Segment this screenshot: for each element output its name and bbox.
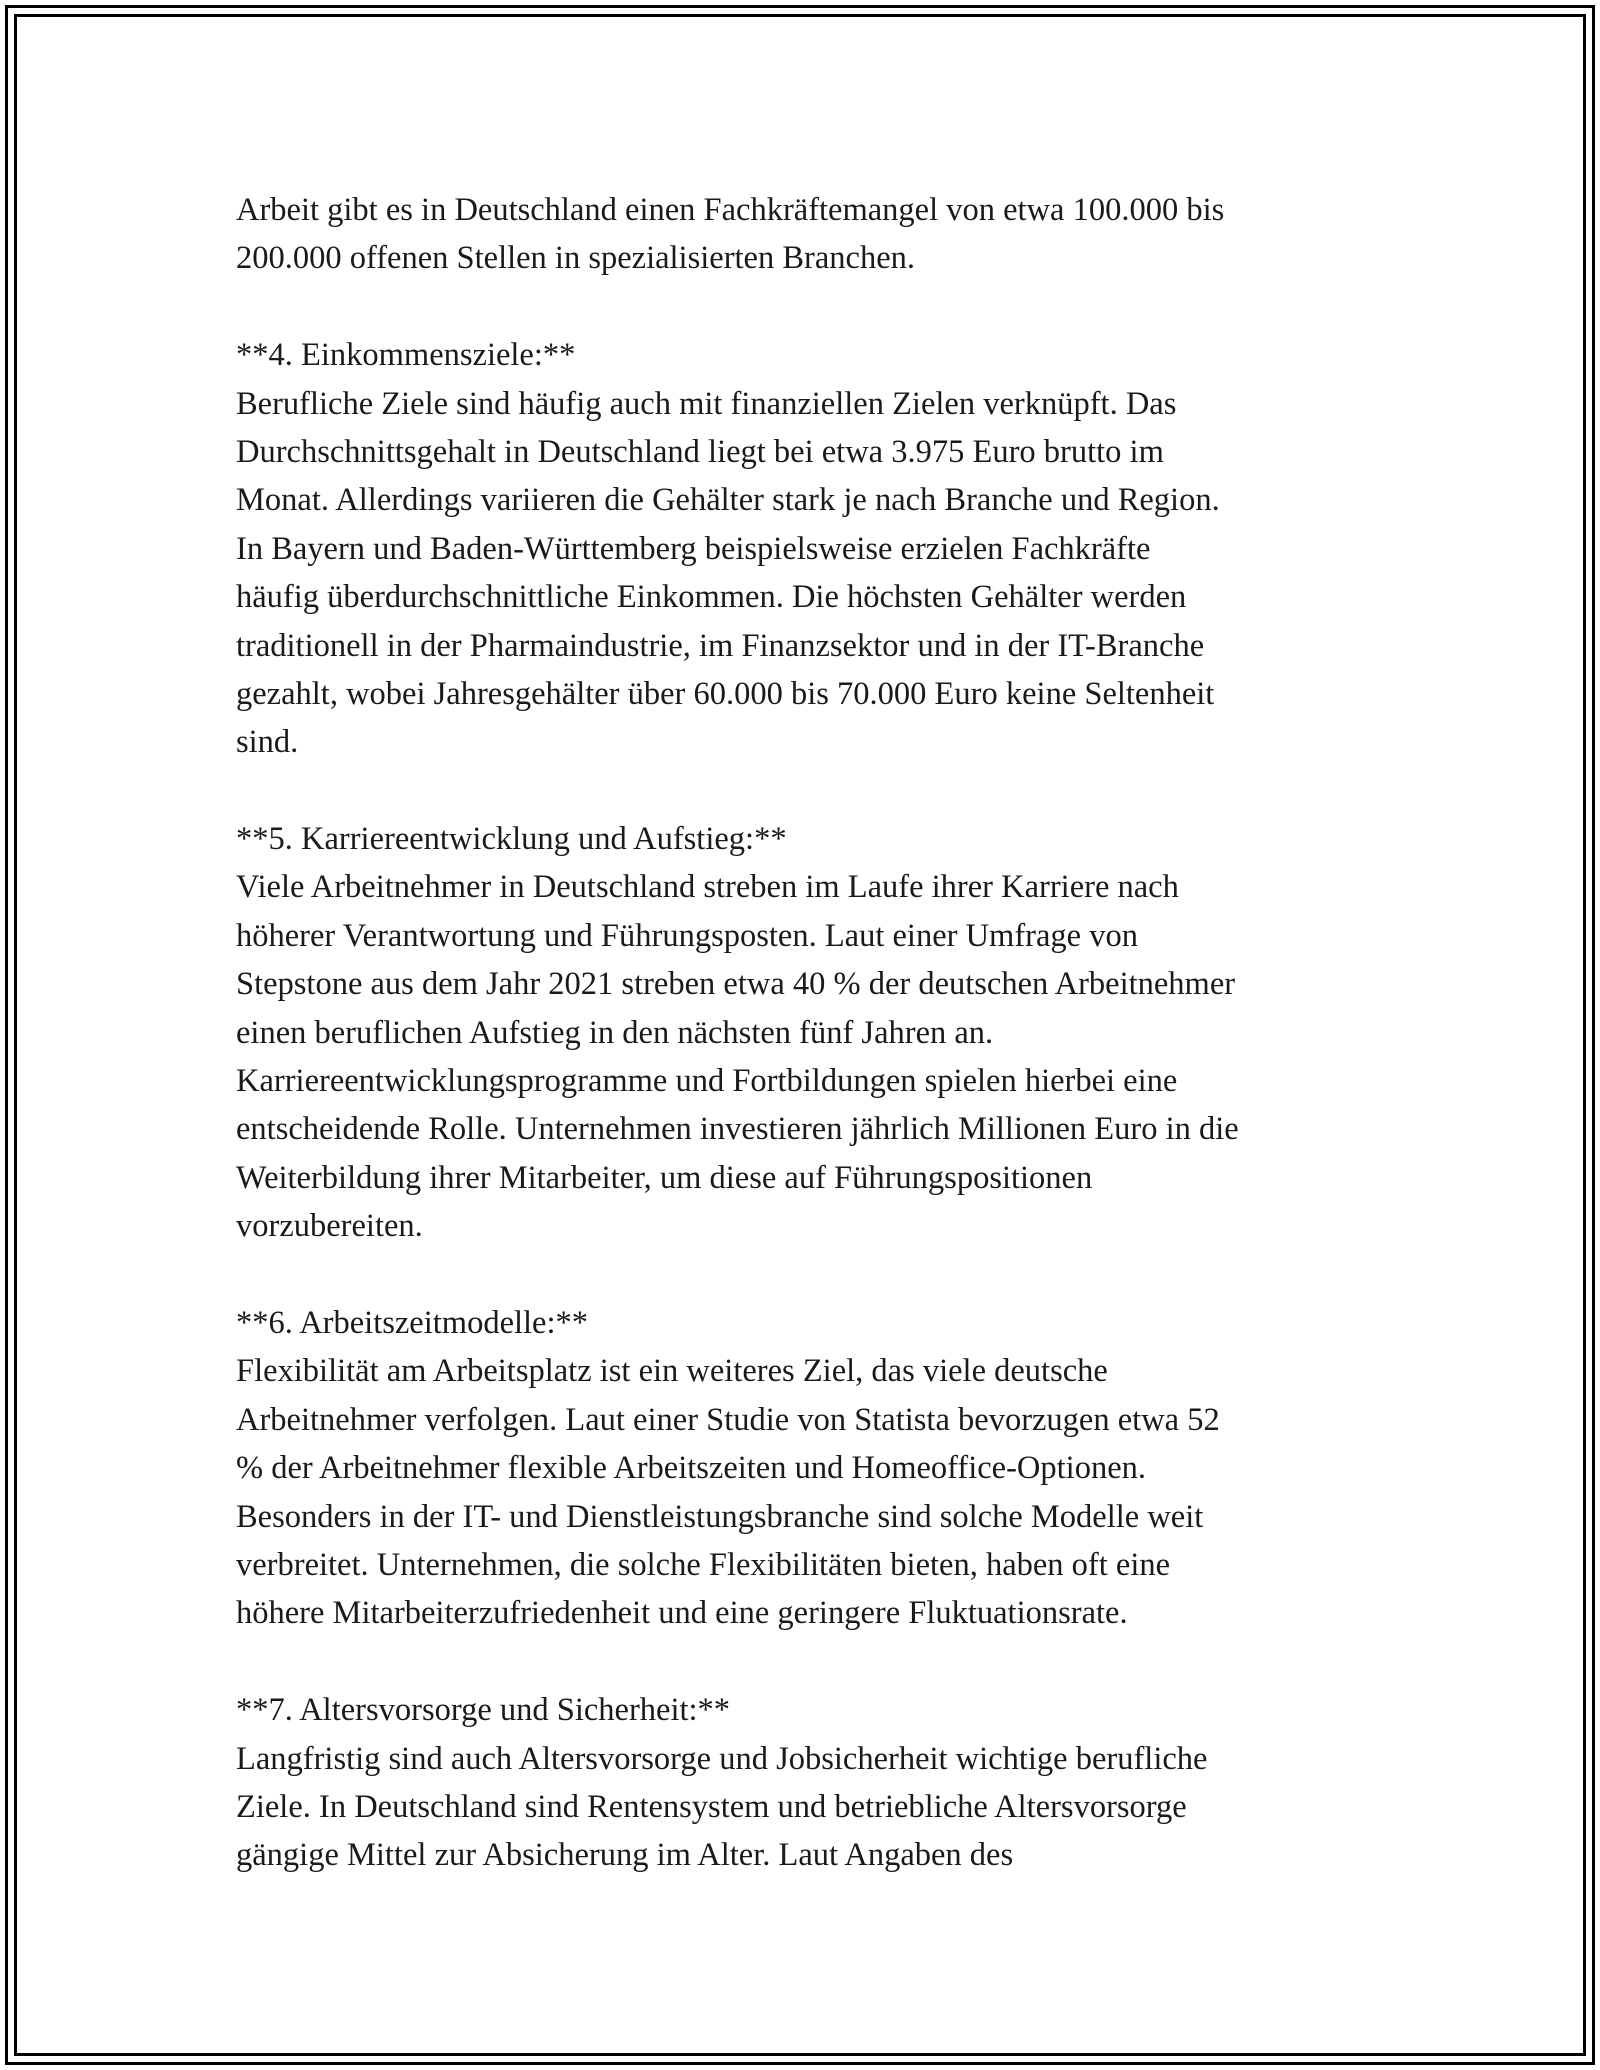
section-heading: **7. Altersvorsorge und Sicherheit:** bbox=[236, 1692, 731, 1729]
text-line: Stepstone aus dem Jahr 2021 streben etwa 40 % der deutschen Arbeitnehmer bbox=[236, 966, 1236, 1003]
text-line: Arbeit gibt es in Deutschland einen Fachkräftemangel von etwa 100.000 bis bbox=[236, 192, 1225, 228]
paragraph-gap bbox=[236, 1251, 1396, 1299]
text-line: entscheidende Rolle. Unternehmen investieren jährlich Millionen Euro in die bbox=[236, 1111, 1239, 1148]
text-line: einen beruflichen Aufstieg in den nächsten fünf Jahren an. bbox=[236, 1014, 994, 1051]
text-line: 200.000 offenen Stellen in spezialisierten Branchen. bbox=[236, 240, 915, 277]
section-arbeitszeitmodelle bbox=[236, 1299, 1396, 1638]
text-line: Karriereentwicklungsprogramme und Fortbildungen spielen hierbei eine bbox=[236, 1063, 1178, 1100]
text-line: Monat. Allerdings variieren die Gehälter stark je nach Branche und Region. bbox=[236, 482, 1220, 519]
text-line: Besonders in der IT- und Dienstleistungsbranche sind solche Modelle weit bbox=[236, 1498, 1204, 1535]
text-line: Langfristig sind auch Altersvorsorge und Jobsicherheit wichtige berufliche bbox=[236, 1740, 1208, 1777]
document-body bbox=[236, 186, 1396, 1880]
section-heading: **6. Arbeitszeitmodelle:** bbox=[236, 1304, 589, 1341]
text-line: % der Arbeitnehmer flexible Arbeitszeiten und Homeoffice-Optionen. bbox=[236, 1450, 1146, 1487]
text-line: Durchschnittsgehalt in Deutschland liegt bei etwa 3.975 Euro brutto im bbox=[236, 433, 1164, 470]
text-line: Weiterbildung ihrer Mitarbeiter, um diese auf Führungspositionen bbox=[236, 1159, 1093, 1196]
intro-paragraph bbox=[236, 186, 1396, 283]
text-line: höhere Mitarbeiterzufriedenheit und eine geringere Fluktuationsrate. bbox=[236, 1595, 1128, 1632]
section-altersvorsorge bbox=[236, 1686, 1396, 1880]
text-line: Berufliche Ziele sind häufig auch mit finanziellen Zielen verknüpft. Das bbox=[236, 385, 1177, 422]
text-line: häufig überdurchschnittliche Einkommen. Die höchsten Gehälter werden bbox=[236, 579, 1187, 616]
text-line: vorzubereiten. bbox=[236, 1208, 423, 1245]
text-line: Ziele. In Deutschland sind Rentensystem und betriebliche Altersvorsorge bbox=[236, 1788, 1187, 1825]
text-line: verbreitet. Unternehmen, die solche Flexibilitäten bieten, haben oft eine bbox=[236, 1546, 1171, 1583]
section-heading: **4. Einkommensziele:** bbox=[236, 337, 576, 374]
section-einkommensziele bbox=[236, 331, 1396, 767]
text-line: traditionell in der Pharmaindustrie, im Finanzsektor und in der IT-Branche bbox=[236, 627, 1205, 664]
paragraph-gap bbox=[236, 1638, 1396, 1686]
paragraph-gap bbox=[236, 283, 1396, 331]
text-line: sind. bbox=[236, 724, 299, 761]
text-line: Viele Arbeitnehmer in Deutschland streben im Laufe ihrer Karriere nach bbox=[236, 869, 1179, 906]
text-line: Arbeitnehmer verfolgen. Laut einer Studie von Statista bevorzugen etwa 52 bbox=[236, 1401, 1220, 1438]
section-heading: **5. Karriereentwicklung und Aufstieg:** bbox=[236, 821, 787, 858]
text-line: höherer Verantwortung und Führungsposten. Laut einer Umfrage von bbox=[236, 917, 1138, 954]
text-line: gezahlt, wobei Jahresgehälter über 60.000 bis 70.000 Euro keine Seltenheit bbox=[236, 675, 1215, 712]
text-line: Flexibilität am Arbeitsplatz ist ein weiteres Ziel, das viele deutsche bbox=[236, 1353, 1108, 1390]
text-line: In Bayern und Baden-Württemberg beispielsweise erzielen Fachkräfte bbox=[236, 530, 1151, 567]
paragraph-gap bbox=[236, 767, 1396, 815]
text-line: gängige Mittel zur Absicherung im Alter. Laut Angaben des bbox=[236, 1837, 1014, 1874]
section-karriereentwicklung bbox=[236, 815, 1396, 1251]
